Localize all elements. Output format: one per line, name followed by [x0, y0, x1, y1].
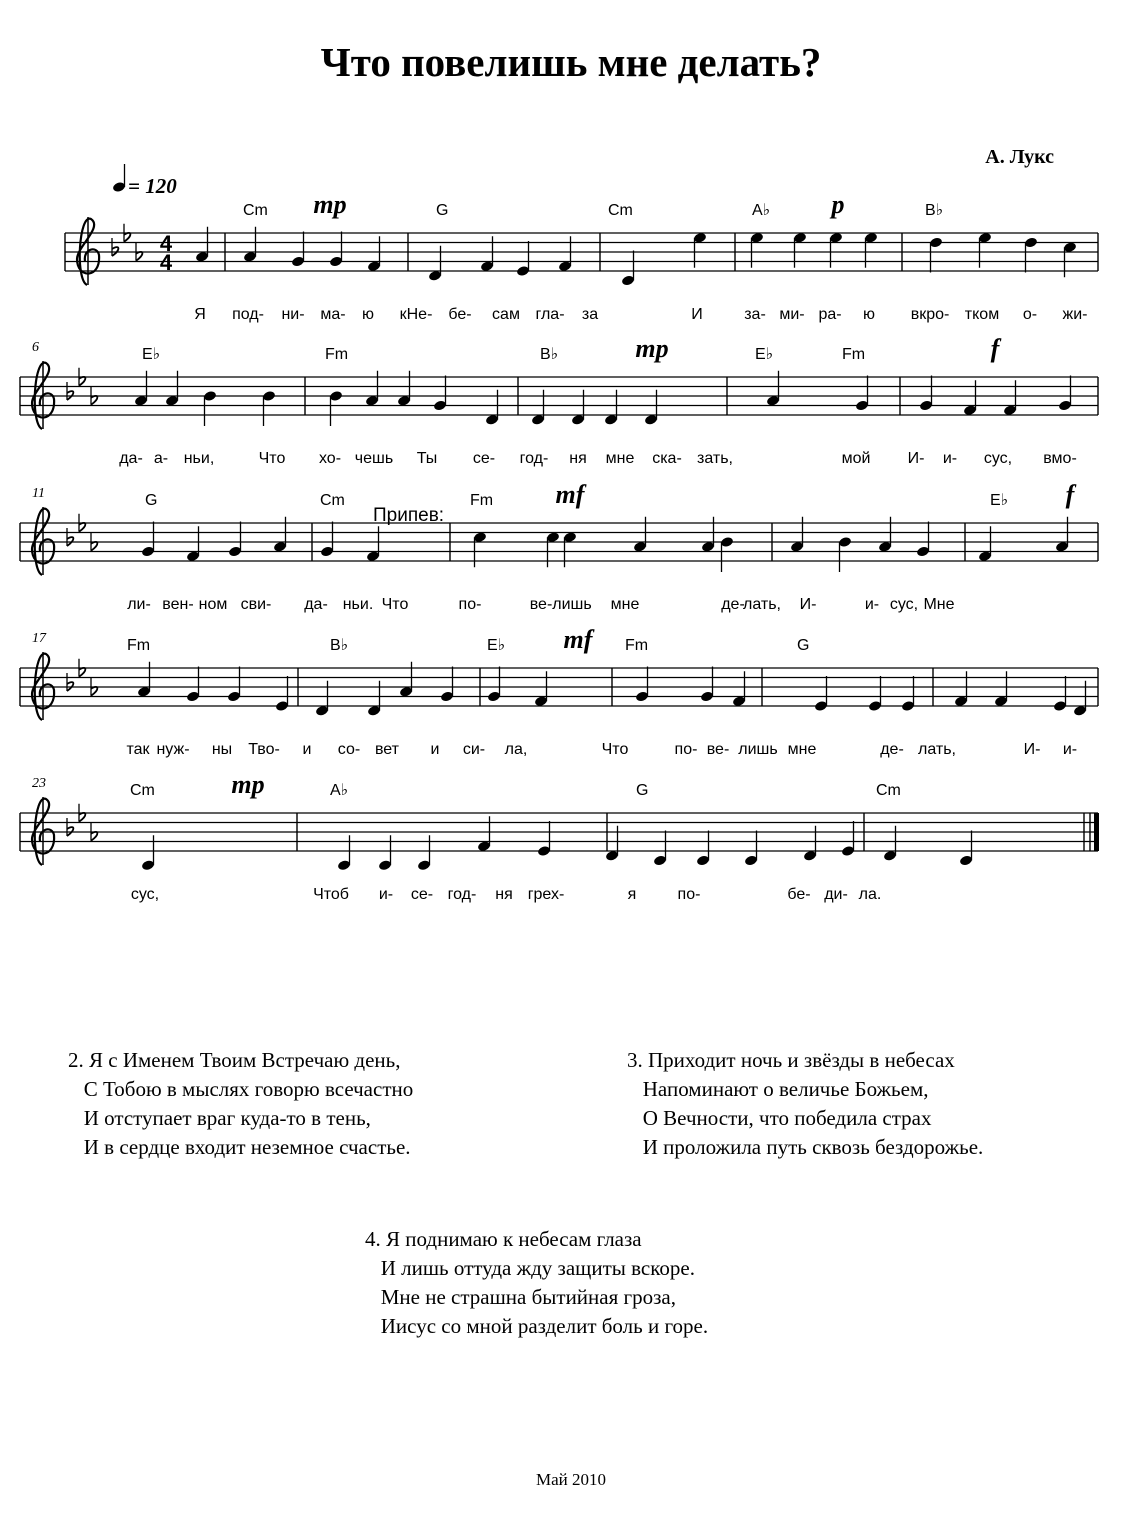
chord-symbol: Fm — [127, 637, 151, 654]
footer-date: Май 2010 — [535, 1470, 606, 1489]
time-signature-top: 4 — [159, 231, 173, 256]
lyric-syllable: год- — [447, 886, 477, 903]
lyric-syllable: ли- — [127, 596, 151, 613]
lyric-syllable: по- — [677, 886, 701, 903]
lyric-syllable: год- — [519, 450, 549, 467]
lyric-syllable: сус, — [130, 886, 160, 903]
lyric-syllable: ю — [863, 306, 875, 323]
final-barline-thick — [1094, 813, 1099, 851]
lyric-syllable: да- — [304, 596, 328, 613]
flat-sign-icon — [91, 832, 97, 841]
lyric-syllable: вкро- — [910, 306, 950, 323]
lyric-syllable: Мне — [923, 596, 955, 613]
chord-symbol: Cm — [243, 202, 268, 219]
tempo-marking: = 120 — [128, 174, 177, 198]
lyric-syllable: гла- — [535, 306, 565, 323]
chord-symbol: Fm — [325, 346, 349, 363]
lyric-syllable: лишь — [738, 741, 778, 758]
lyric-syllable: ня — [569, 450, 587, 467]
flat-sign-icon — [79, 813, 85, 822]
lyric-syllable: Чтоб — [313, 886, 349, 903]
verse-line: Мне не страшна бытийная гроза, — [365, 1285, 676, 1309]
lyric-syllable: за — [581, 306, 599, 323]
chord-symbol: E♭ — [755, 346, 774, 363]
verse-line: И лишь оттуда жду защиты вскоре. — [365, 1256, 695, 1280]
lyric-syllable: ве- — [529, 596, 553, 613]
lyric-syllable: хо- — [318, 450, 342, 467]
lyric-syllable: сус, — [983, 450, 1013, 467]
chorus-label: Припев: — [373, 505, 445, 526]
chord-symbol: B♭ — [540, 346, 559, 363]
dynamic-marking: mf — [563, 625, 593, 654]
lyric-syllable: и — [430, 741, 440, 758]
lyric-syllable: за- — [744, 306, 766, 323]
lyric-syllable: по- — [674, 741, 698, 758]
song-title: Что повелишь мне делать? — [320, 39, 822, 85]
chord-symbol: G — [436, 202, 449, 219]
verse-line: О Вечности, что победила страх — [627, 1106, 932, 1130]
lyric-syllable: мне — [605, 450, 635, 467]
staff-system — [20, 797, 1099, 871]
measure-number: 11 — [32, 486, 45, 501]
measure-number: 17 — [32, 631, 46, 646]
staff-system — [65, 217, 1098, 287]
lyric-syllable: сус, — [889, 596, 919, 613]
chord-symbol: Cm — [608, 202, 633, 219]
flat-sign-icon — [136, 252, 142, 261]
chord-symbol: B♭ — [925, 202, 944, 219]
lyric-syllable: да- — [119, 450, 143, 467]
dynamic-marking: f — [1065, 480, 1075, 509]
lyric-syllable: тком — [964, 306, 1000, 323]
verse-line: И в сердце входит неземное счастье. — [68, 1135, 411, 1159]
lyric-syllable: по- — [458, 596, 482, 613]
chord-symbol: G — [636, 782, 649, 799]
verse-line: Иисус со мной разделит боль и горе. — [365, 1314, 709, 1338]
chord-symbol: E♭ — [142, 346, 161, 363]
dynamic-marking: mp — [635, 334, 669, 363]
flat-sign-icon — [91, 396, 97, 405]
lyric-syllable: и- — [1062, 741, 1078, 758]
lyric-syllable: ном — [198, 596, 228, 613]
flat-sign-icon — [79, 377, 85, 386]
lyric-syllable: Ты — [416, 450, 438, 467]
lyric-syllable: чешь — [354, 450, 394, 467]
verse-line: С Тобою в мыслях говорю всечастно — [68, 1077, 414, 1101]
lyric-syllable: ра- — [818, 306, 842, 323]
verse-line: И отступает враг куда-то в тень, — [68, 1106, 371, 1130]
lyric-syllable: И — [691, 306, 703, 323]
measure-number: 6 — [32, 340, 39, 355]
chord-symbol: E♭ — [990, 492, 1009, 509]
staff-system — [20, 652, 1098, 720]
flat-sign-icon — [124, 233, 130, 242]
lyric-syllable: Что — [381, 596, 409, 613]
lyric-syllable: сам — [492, 306, 520, 323]
lyric-syllable: ньи, — [183, 450, 215, 467]
lyric-syllable: ве- — [706, 741, 730, 758]
lyric-syllable: ньи. — [342, 596, 374, 613]
lyric-syllable: де- — [721, 596, 745, 613]
dynamic-marking: mf — [555, 480, 585, 509]
lyric-syllable: бе- — [448, 306, 472, 323]
verse-3 — [627, 1046, 983, 1162]
lyric-syllable: ня — [495, 886, 513, 903]
lyric-syllable: и- — [942, 450, 958, 467]
dynamic-marking: p — [831, 190, 845, 219]
chord-symbol: Fm — [625, 637, 649, 654]
chord-symbol: Cm — [130, 782, 155, 799]
lyric-syllable: зать, — [697, 450, 733, 467]
lyric-syllable: вен- — [162, 596, 194, 613]
lyric-syllable: жи- — [1062, 306, 1088, 323]
lyric-syllable: ла, — [504, 741, 528, 758]
lyric-syllable: се- — [472, 450, 496, 467]
lyric-syllable: и — [302, 741, 312, 758]
chord-symbol: Fm — [842, 346, 866, 363]
lyric-syllable: лать, — [918, 741, 956, 758]
chord-symbol: G — [797, 637, 810, 654]
time-signature-bottom: 4 — [159, 250, 173, 275]
lyric-syllable: се- — [410, 886, 434, 903]
lyric-syllable: и- — [864, 596, 880, 613]
lyric-syllable: Я — [194, 306, 206, 323]
chord-symbol: A♭ — [752, 202, 771, 219]
lyric-syllable: под- — [232, 306, 264, 323]
lyric-syllable: лать, — [743, 596, 781, 613]
lyric-syllable: ди- — [824, 886, 848, 903]
lyric-syllable: си- — [462, 741, 486, 758]
chord-symbol: Fm — [470, 492, 494, 509]
chord-symbol: A♭ — [330, 782, 349, 799]
lyric-syllable: ла. — [858, 886, 882, 903]
lyric-syllable: ска- — [652, 450, 682, 467]
verse-2 — [68, 1046, 413, 1162]
flat-sign-icon — [79, 668, 85, 677]
verse-line: 3. Приходит ночь и звёзды в небесах — [627, 1048, 955, 1072]
flat-sign-icon — [79, 523, 85, 532]
lyric-syllable: Что — [601, 741, 629, 758]
lyric-syllable: я — [627, 886, 637, 903]
lyric-syllable: бе- — [787, 886, 811, 903]
chord-symbol: E♭ — [487, 637, 506, 654]
staff-system — [20, 361, 1098, 429]
dynamic-marking: f — [990, 334, 1000, 363]
lyric-syllable: вмо- — [1043, 450, 1077, 467]
lyric-syllable: И- — [907, 450, 925, 467]
lyric-syllable: так — [126, 741, 150, 758]
lyric-syllable: и- — [378, 886, 394, 903]
lyric-syllable: Что — [258, 450, 286, 467]
lyric-syllable: сви- — [240, 596, 272, 613]
verse-4 — [365, 1225, 708, 1341]
chord-symbol: B♭ — [330, 637, 349, 654]
staff-system — [20, 507, 1098, 575]
dynamic-marking: mp — [231, 770, 265, 799]
lyric-syllable: а- — [153, 450, 169, 467]
lyric-syllable: И- — [799, 596, 817, 613]
verse-line: Напоминают о величье Божьем, — [627, 1077, 929, 1101]
lyric-syllable: кНе- — [399, 306, 433, 323]
lyric-syllable: ны — [211, 741, 233, 758]
composer-name: А. Лукс — [985, 146, 1054, 168]
dynamic-marking: mp — [313, 190, 347, 219]
verse-line: И проложила путь сквозь бездорожье. — [627, 1135, 984, 1159]
lyric-syllable: грех- — [527, 886, 565, 903]
lyric-syllable: И- — [1023, 741, 1041, 758]
lyric-syllable: со- — [337, 741, 361, 758]
flat-sign-icon — [91, 542, 97, 551]
lyric-syllable: де- — [880, 741, 904, 758]
lyric-syllable: нуж- — [156, 741, 190, 758]
lyric-syllable: лишь — [552, 596, 592, 613]
lyric-syllable: ма- — [320, 306, 346, 323]
lyric-syllable: мне — [610, 596, 640, 613]
chord-symbol: Cm — [876, 782, 901, 799]
chord-symbol: G — [145, 492, 158, 509]
lyric-syllable: мне — [787, 741, 817, 758]
lyric-syllable: Тво- — [248, 741, 280, 758]
lyric-syllable: мой — [841, 450, 871, 467]
flat-sign-icon — [91, 687, 97, 696]
lyric-syllable: ми- — [779, 306, 805, 323]
lyric-syllable: ни- — [281, 306, 305, 323]
measure-number: 23 — [32, 776, 46, 791]
verse-line: 4. Я поднимаю к небесам глаза — [365, 1227, 642, 1251]
lyric-syllable: о- — [1022, 306, 1038, 323]
lyric-syllable: вет — [374, 741, 400, 758]
lyric-syllable: ю — [362, 306, 374, 323]
verse-line: 2. Я с Именем Твоим Встречаю день, — [68, 1048, 401, 1072]
chord-symbol: Cm — [320, 492, 345, 509]
